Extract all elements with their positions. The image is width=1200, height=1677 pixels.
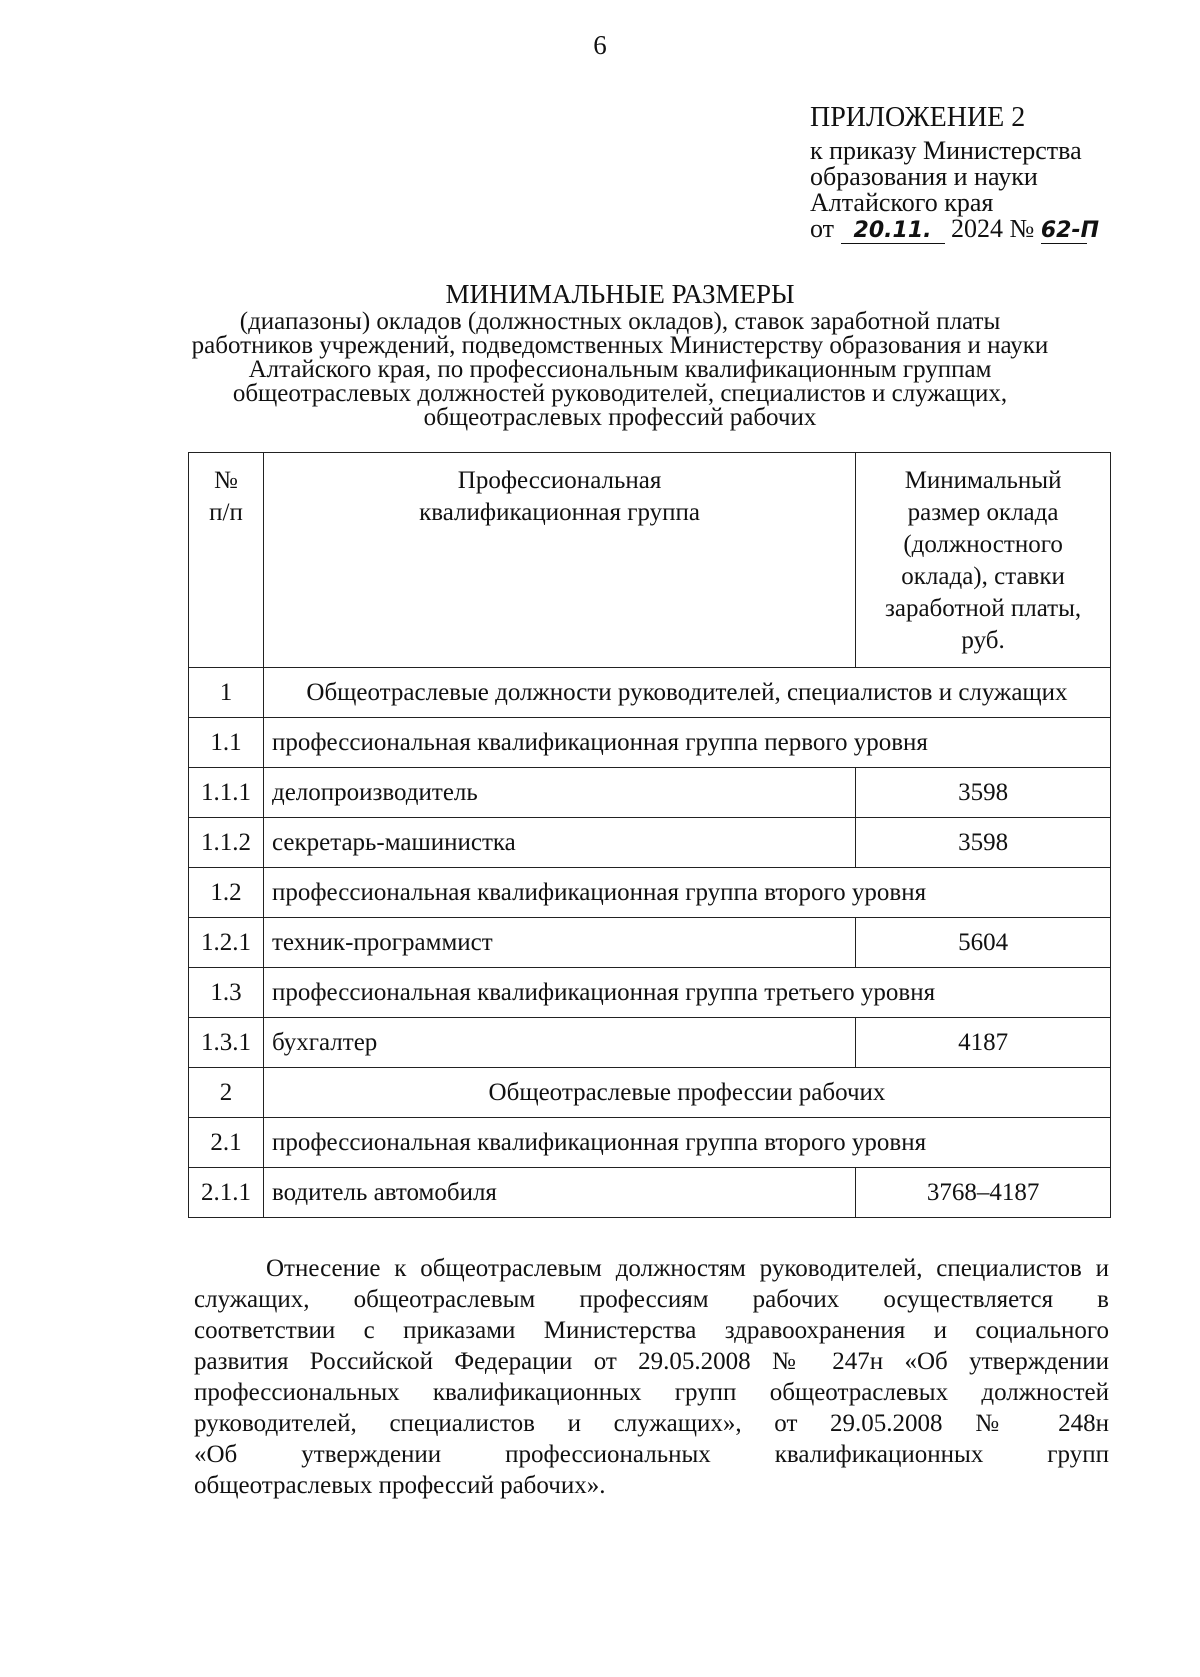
appendix-block [810, 100, 1100, 244]
row-number: 2.1 [189, 1118, 264, 1168]
date-prefix: от [810, 214, 835, 243]
footnote-line: профессиональных квалификационных групп общеотраслевых должностей [194, 1379, 1109, 1406]
group-title: профессиональная квалификационная группа второго уровня [263, 868, 1110, 918]
salary-value: 5604 [856, 918, 1111, 968]
document-title [150, 278, 1090, 430]
title-sub-line: (диапазоны) окладов (должностных окладов), ставок заработной платы [239, 308, 1001, 335]
group-title: профессиональная квалификационная группа третьего уровня [263, 968, 1110, 1018]
header-line: п/п [209, 499, 243, 526]
row-number: 2.1.1 [189, 1168, 264, 1218]
footnote-line: общеотраслевых профессий рабочих». [194, 1472, 606, 1499]
row-number: 1.3.1 [189, 1018, 264, 1068]
title-sub-line: общеотраслевых должностей руководителей, специалистов и служащих, [232, 380, 1008, 407]
header-number [189, 453, 264, 668]
section-title: Общеотраслевые должности руководителей, специалистов и служащих [263, 668, 1110, 718]
row-number: 1 [189, 668, 264, 718]
table-row [189, 918, 1111, 968]
row-number: 2 [189, 1068, 264, 1118]
salary-value: 4187 [856, 1018, 1111, 1068]
salary-table [188, 452, 1111, 1218]
footnote-line: руководителей, специалистов и служащих», от 29.05.2008 № 248н [194, 1410, 1109, 1437]
header-line: размер оклада [907, 499, 1059, 526]
row-number: 1.2.1 [189, 918, 264, 968]
table-row [189, 768, 1111, 818]
header-line: № [214, 467, 238, 494]
group-title: профессиональная квалификационная группа первого уровня [263, 718, 1110, 768]
header-line: Профессиональная [457, 467, 662, 494]
header-line: (должностного [903, 531, 1063, 558]
salary-value: 3768–4187 [856, 1168, 1111, 1218]
position-name: делопроизводитель [263, 768, 855, 818]
header-line: руб. [961, 627, 1005, 654]
salary-value: 3598 [856, 818, 1111, 868]
table-row-group [189, 718, 1111, 768]
title-sub-line: общеотраслевых профессий рабочих [423, 404, 817, 431]
position-name: секретарь-машинистка [263, 818, 855, 868]
appendix-title: ПРИЛОЖЕНИЕ 2 [810, 102, 1026, 133]
table-row-group [189, 1118, 1111, 1168]
row-number: 1.1.1 [189, 768, 264, 818]
header-group [263, 453, 855, 668]
title-sub-line: Алтайского края, по профессиональным квалификационным группам [248, 356, 992, 383]
handwritten-number: 62-П [1040, 218, 1100, 243]
header-line: Минимальный [904, 467, 1062, 494]
year-label: 2024 № [951, 214, 1035, 243]
position-name: водитель автомобиля [263, 1168, 855, 1218]
header-line: оклада), ставки [901, 563, 1065, 590]
footnote-paragraph [194, 1253, 1109, 1501]
position-name: бухгалтер [263, 1018, 855, 1068]
table-row-section [189, 668, 1111, 718]
footnote-line: соответствии с приказами Министерства здравоохранения и социального [194, 1317, 1109, 1344]
row-number: 1.1.2 [189, 818, 264, 868]
group-title: профессиональная квалификационная группа второго уровня [263, 1118, 1110, 1168]
table-header-row [189, 453, 1111, 668]
appendix-line: к приказу Министерства [810, 136, 1082, 165]
appendix-date-line [810, 214, 1100, 244]
table-row-section [189, 1068, 1111, 1118]
row-number: 1.3 [189, 968, 264, 1018]
appendix-line: образования и науки [810, 162, 1038, 191]
table-row-group [189, 868, 1111, 918]
page-number: 6 [593, 30, 607, 60]
header-salary [856, 453, 1111, 668]
footnote-line: развития Российской Федерации от 29.05.2008 № 247н «Об утверждении [194, 1348, 1109, 1375]
handwritten-date: 20.11. [841, 219, 945, 244]
footnote-line: «Об утверждении профессиональных квалификационных групп [194, 1441, 1109, 1468]
row-number: 1.1 [189, 718, 264, 768]
footnote-line: служащих, общеотраслевым профессиям рабочих осуществляется в [194, 1286, 1109, 1313]
row-number: 1.2 [189, 868, 264, 918]
position-name: техник-программист [263, 918, 855, 968]
appendix-line: Алтайского края [810, 188, 994, 217]
header-line: заработной платы, [884, 595, 1082, 622]
title-main: МИНИМАЛЬНЫЕ РАЗМЕРЫ [445, 279, 795, 309]
title-sub-line: работников учреждений, подведомственных Министерству образования и науки [191, 332, 1049, 359]
salary-value: 3598 [856, 768, 1111, 818]
table-row [189, 818, 1111, 868]
table-row [189, 1168, 1111, 1218]
footnote-line: Отнесение к общеотраслевым должностям руководителей, специалистов и [266, 1255, 1109, 1282]
section-title: Общеотраслевые профессии рабочих [263, 1068, 1110, 1118]
table-row-group [189, 968, 1111, 1018]
header-line: квалификационная группа [419, 499, 700, 526]
table-row [189, 1018, 1111, 1068]
